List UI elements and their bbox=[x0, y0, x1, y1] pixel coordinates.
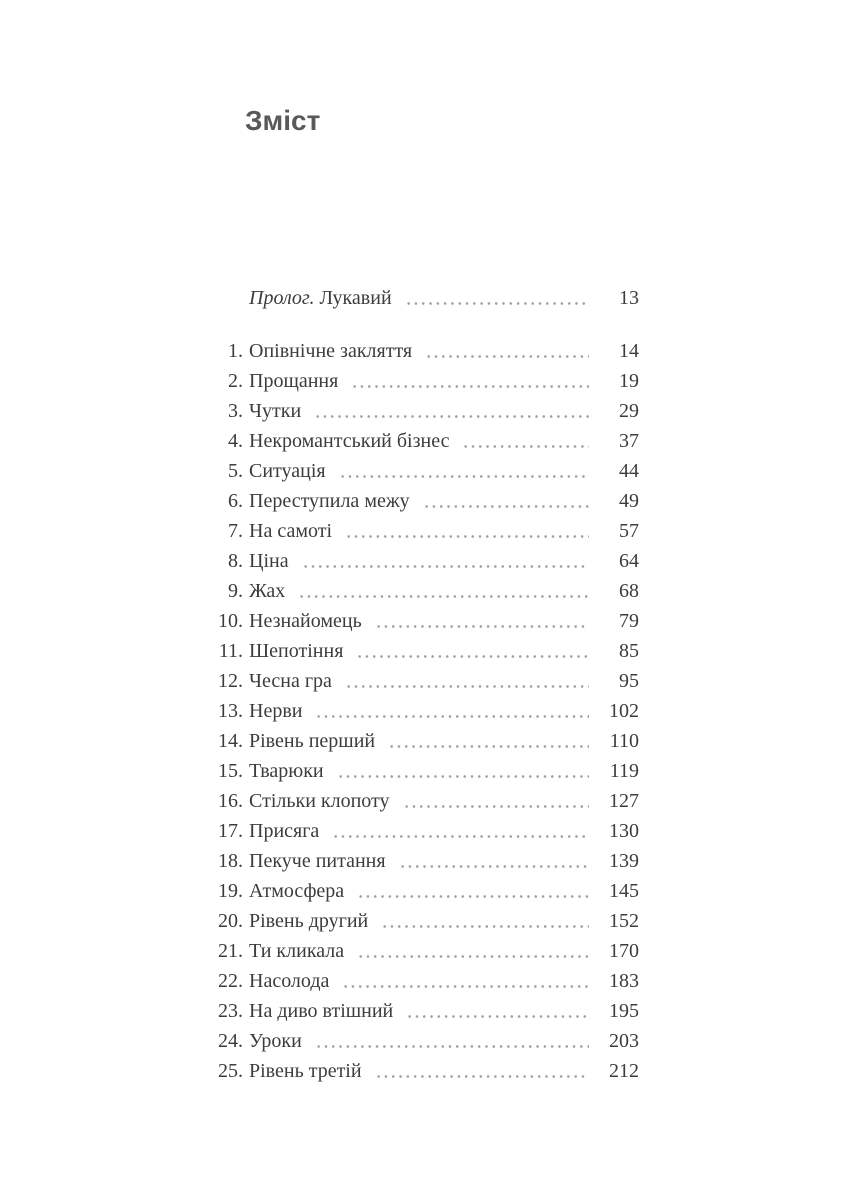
toc-entry-row bbox=[211, 846, 639, 876]
toc-entry-number: 15. bbox=[218, 760, 243, 782]
toc-page-number: 102 bbox=[609, 700, 639, 722]
toc-page-number: 195 bbox=[609, 1000, 639, 1022]
toc-page-number: 49 bbox=[619, 490, 639, 512]
toc-entry-number: 10. bbox=[218, 610, 243, 632]
dot-leader bbox=[375, 1075, 589, 1078]
toc-prologue bbox=[211, 283, 639, 313]
toc-page-number: 203 bbox=[609, 1030, 639, 1052]
toc-entry-row bbox=[211, 516, 639, 546]
dot-leader bbox=[298, 595, 589, 598]
toc-entry-number: 20. bbox=[218, 910, 243, 932]
toc-prologue-label-italic: Пролог. bbox=[249, 287, 315, 309]
page-title: Зміст bbox=[245, 105, 321, 136]
toc-page-number: 14 bbox=[619, 340, 639, 362]
toc-entry-row bbox=[211, 426, 639, 456]
toc-entry-title: Атмосфера bbox=[249, 880, 345, 902]
dot-leader bbox=[315, 1045, 589, 1048]
dot-leader bbox=[388, 745, 589, 748]
toc-entry-title: Стільки клопоту bbox=[249, 790, 390, 812]
toc-page-number: 13 bbox=[619, 287, 639, 309]
toc-page-number: 130 bbox=[609, 820, 639, 842]
toc-entry-number: 5. bbox=[228, 460, 243, 482]
toc-entry-number: 14. bbox=[218, 730, 243, 752]
toc-entry-title: Чутки bbox=[249, 400, 302, 422]
toc-entry-title: Уроки bbox=[249, 1030, 302, 1052]
toc-page-number: 127 bbox=[609, 790, 639, 812]
toc-entry-number: 23. bbox=[218, 1000, 243, 1022]
toc-page-number: 170 bbox=[609, 940, 639, 962]
toc-page-number: 152 bbox=[609, 910, 639, 932]
toc-entry-number: 6. bbox=[228, 490, 243, 512]
toc-entry-number: 7. bbox=[228, 520, 243, 542]
toc-entry-row bbox=[211, 696, 639, 726]
dot-leader bbox=[406, 1015, 589, 1018]
toc-prologue-row bbox=[211, 283, 639, 313]
toc-entry-title: Рівень другий bbox=[249, 910, 369, 932]
toc-entry-title: Насолода bbox=[249, 970, 330, 992]
toc-page-number: 44 bbox=[619, 460, 639, 482]
dot-leader bbox=[375, 625, 589, 628]
toc-page-number: 29 bbox=[619, 400, 639, 422]
toc-entry-number: 21. bbox=[218, 940, 243, 962]
toc-entry-number: 2. bbox=[228, 370, 243, 392]
dot-leader bbox=[381, 925, 589, 928]
toc-entry-number: 3. bbox=[228, 400, 243, 422]
toc-entry-row bbox=[211, 636, 639, 666]
toc-entry-number: 8. bbox=[228, 550, 243, 572]
toc-page-number: 79 bbox=[619, 610, 639, 632]
toc-entry-row bbox=[211, 816, 639, 846]
dot-leader bbox=[339, 475, 589, 478]
toc-entry-title: Ти кликала bbox=[249, 940, 345, 962]
toc-page-number: 183 bbox=[609, 970, 639, 992]
toc-entry-number: 12. bbox=[218, 670, 243, 692]
toc-entry-title: Переступила межу bbox=[249, 490, 410, 512]
toc-entry-title: Ситуація bbox=[249, 460, 326, 482]
toc-entry-row bbox=[211, 726, 639, 756]
toc-entry-row bbox=[211, 606, 639, 636]
toc-page-number: 19 bbox=[619, 370, 639, 392]
toc-entry-title: Пекуче питання bbox=[249, 850, 386, 872]
toc-entry-title: Жах bbox=[249, 580, 286, 602]
toc-entry-row bbox=[211, 576, 639, 606]
dot-leader bbox=[403, 805, 589, 808]
toc-entry-row bbox=[211, 336, 639, 366]
toc-entry-row bbox=[211, 486, 639, 516]
dot-leader bbox=[425, 355, 589, 358]
toc-entry-row bbox=[211, 456, 639, 486]
toc-prologue-title bbox=[249, 283, 392, 313]
toc-chapter-list bbox=[211, 336, 639, 1086]
toc-entry-number: 22. bbox=[218, 970, 243, 992]
dot-leader bbox=[462, 445, 589, 448]
dot-leader bbox=[342, 985, 589, 988]
toc-entry-row bbox=[211, 756, 639, 786]
toc-entry-title: На самоті bbox=[249, 520, 333, 542]
toc-page-number: 212 bbox=[609, 1060, 639, 1082]
toc-entry-row bbox=[211, 906, 639, 936]
toc-entry-number: 11. bbox=[218, 640, 243, 662]
dot-leader bbox=[357, 895, 589, 898]
dot-leader bbox=[345, 535, 589, 538]
dot-leader bbox=[314, 415, 589, 418]
toc-entry-number: 25. bbox=[218, 1060, 243, 1082]
toc-entry-title: Нерви bbox=[249, 700, 303, 722]
toc-entry-title: Чесна гра bbox=[249, 670, 332, 692]
toc-entry-number: 13. bbox=[218, 700, 243, 722]
toc-page-number: 68 bbox=[619, 580, 639, 602]
toc-entry-title: Прощання bbox=[249, 370, 339, 392]
toc-entry-title: Незнайомець bbox=[249, 610, 362, 632]
toc-entry-row bbox=[211, 936, 639, 966]
toc-entry-title: Шепотіння bbox=[249, 640, 344, 662]
dot-leader bbox=[315, 715, 589, 718]
toc-prologue-label: Лукавий bbox=[319, 287, 392, 309]
toc-entry-row bbox=[211, 666, 639, 696]
toc-page-number: 145 bbox=[609, 880, 639, 902]
toc-entry-number: 1. bbox=[228, 340, 243, 362]
toc-page-number: 85 bbox=[619, 640, 639, 662]
toc-entry-number: 19. bbox=[218, 880, 243, 902]
toc-entry-row bbox=[211, 546, 639, 576]
toc-entry-number: 4. bbox=[228, 430, 243, 452]
toc-entry-row bbox=[211, 996, 639, 1026]
toc-entry-row bbox=[211, 396, 639, 426]
toc-page-number: 95 bbox=[619, 670, 639, 692]
toc-entry-row bbox=[211, 366, 639, 396]
toc-entry-row bbox=[211, 1056, 639, 1086]
toc-entry-title: Рівень третій bbox=[249, 1060, 362, 1082]
dot-leader bbox=[399, 865, 589, 868]
dot-leader bbox=[337, 775, 589, 778]
toc-entry-title: Рівень перший bbox=[249, 730, 376, 752]
toc-page-number: 119 bbox=[609, 760, 639, 782]
toc-entry-number: 24. bbox=[218, 1030, 243, 1052]
dot-leader bbox=[357, 955, 589, 958]
toc-page-number: 110 bbox=[609, 730, 639, 752]
toc-entry-title: Некромантський бізнес bbox=[249, 430, 450, 452]
toc-entry-number: 16. bbox=[218, 790, 243, 812]
dot-leader bbox=[345, 685, 589, 688]
toc-entry-row bbox=[211, 876, 639, 906]
toc-page-number: 139 bbox=[609, 850, 639, 872]
toc-entry-row bbox=[211, 966, 639, 996]
toc-entry-title: Ціна bbox=[249, 550, 289, 572]
dot-leader bbox=[302, 565, 589, 568]
dot-leader bbox=[423, 505, 589, 508]
toc-page-number: 57 bbox=[619, 520, 639, 542]
toc-entry-number: 9. bbox=[228, 580, 243, 602]
dot-leader bbox=[405, 302, 589, 305]
toc-entry-row bbox=[211, 1026, 639, 1056]
toc-entry-title: Тварюки bbox=[249, 760, 324, 782]
toc-entry-row bbox=[211, 786, 639, 816]
dot-leader bbox=[332, 835, 589, 838]
dot-leader bbox=[351, 385, 589, 388]
toc-entry-title: На диво втішний bbox=[249, 1000, 394, 1022]
toc-entry-title: Присяга bbox=[249, 820, 320, 842]
toc-entry-title: Опівнічне закляття bbox=[249, 340, 413, 362]
toc-entry-number: 18. bbox=[218, 850, 243, 872]
toc-page-number: 64 bbox=[619, 550, 639, 572]
dot-leader bbox=[356, 655, 589, 658]
toc-page-number: 37 bbox=[619, 430, 639, 452]
toc-entry-number: 17. bbox=[218, 820, 243, 842]
